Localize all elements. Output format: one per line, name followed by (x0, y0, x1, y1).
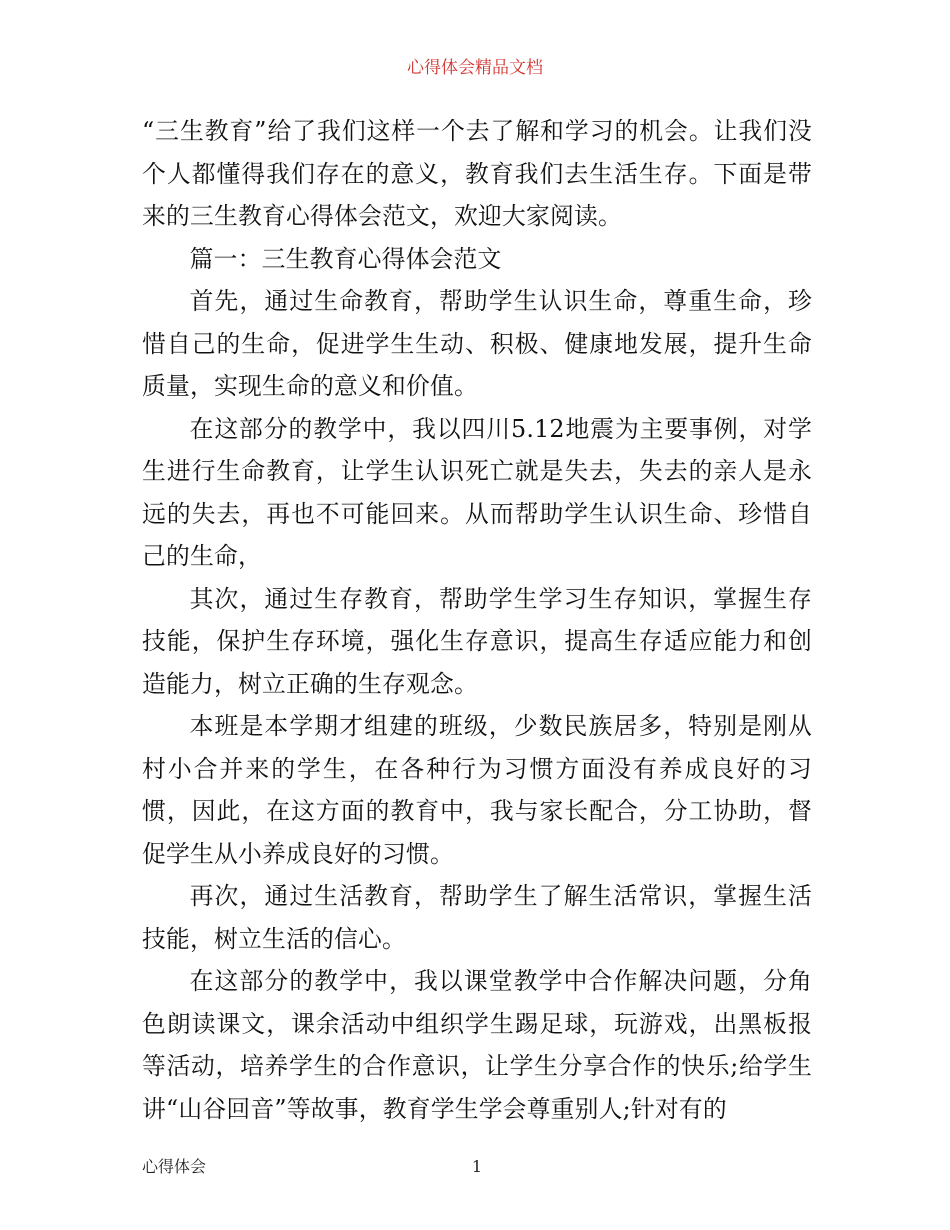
paragraph-survival-education: 其次，通过生存教育，帮助学生学习生存知识，掌握生存技能，保护生存环境，强化生存意识，提高生存适应能力和创造能力，树立正确的生存观念。 (142, 584, 812, 698)
page-number: 1 (471, 1157, 483, 1176)
paragraph-intro: “三生教育”给了我们这样一个去了解和学习的机会。让我们没个人都懂得我们存在的意义，教育我们去生活生存。下面是带来的三生教育心得体会范文，欢迎大家阅读。 (142, 117, 812, 230)
document-body (142, 110, 812, 1130)
paragraph-living-education: 再次，通过生活教育，帮助学生了解生活常识，掌握生活技能，树立生活的信心。 (142, 882, 812, 953)
paragraph-earthquake-example: 在这部分的教学中，我以四川5.12地震为主要事例，对学生进行生命教育，让学生认识死亡就是失去，失去的亲人是永远的失去，再也不可能回来。从而帮助学生认识生命、珍惜自己的生命， (142, 414, 812, 570)
section-heading: 篇一：三生教育心得体会范文 (189, 244, 502, 273)
footer-label: 心得体会 (142, 1157, 207, 1176)
document-footer (142, 1155, 812, 1179)
document-header-title: 心得体会精品文档 (407, 58, 543, 78)
paragraph-class-habits: 本班是本学期才组建的班级，少数民族居多，特别是刚从村小合并来的学生，在各种行为习惯方面没有养成良好的习惯，因此，在这方面的教育中，我与家长配合，分工协助，督促学生从小养成良好的习惯。 (142, 712, 812, 868)
paragraph-cooperation-activities: 在这部分的教学中，我以课堂教学中合作解决问题，分角色朗读课文，课余活动中组织学生踢足球，玩游戏，出黑板报等活动，培养学生的合作意识，让学生分享合作的快乐;给学生讲“山谷回音”等故事，教育学生学会尊重别人;针对有的 (142, 967, 812, 1123)
paragraph-life-education: 首先，通过生命教育，帮助学生认识生命，尊重生命，珍惜自己的生命，促进学生生动、积极、健康地发展，提升生命质量，实现生命的意义和价值。 (142, 287, 812, 400)
